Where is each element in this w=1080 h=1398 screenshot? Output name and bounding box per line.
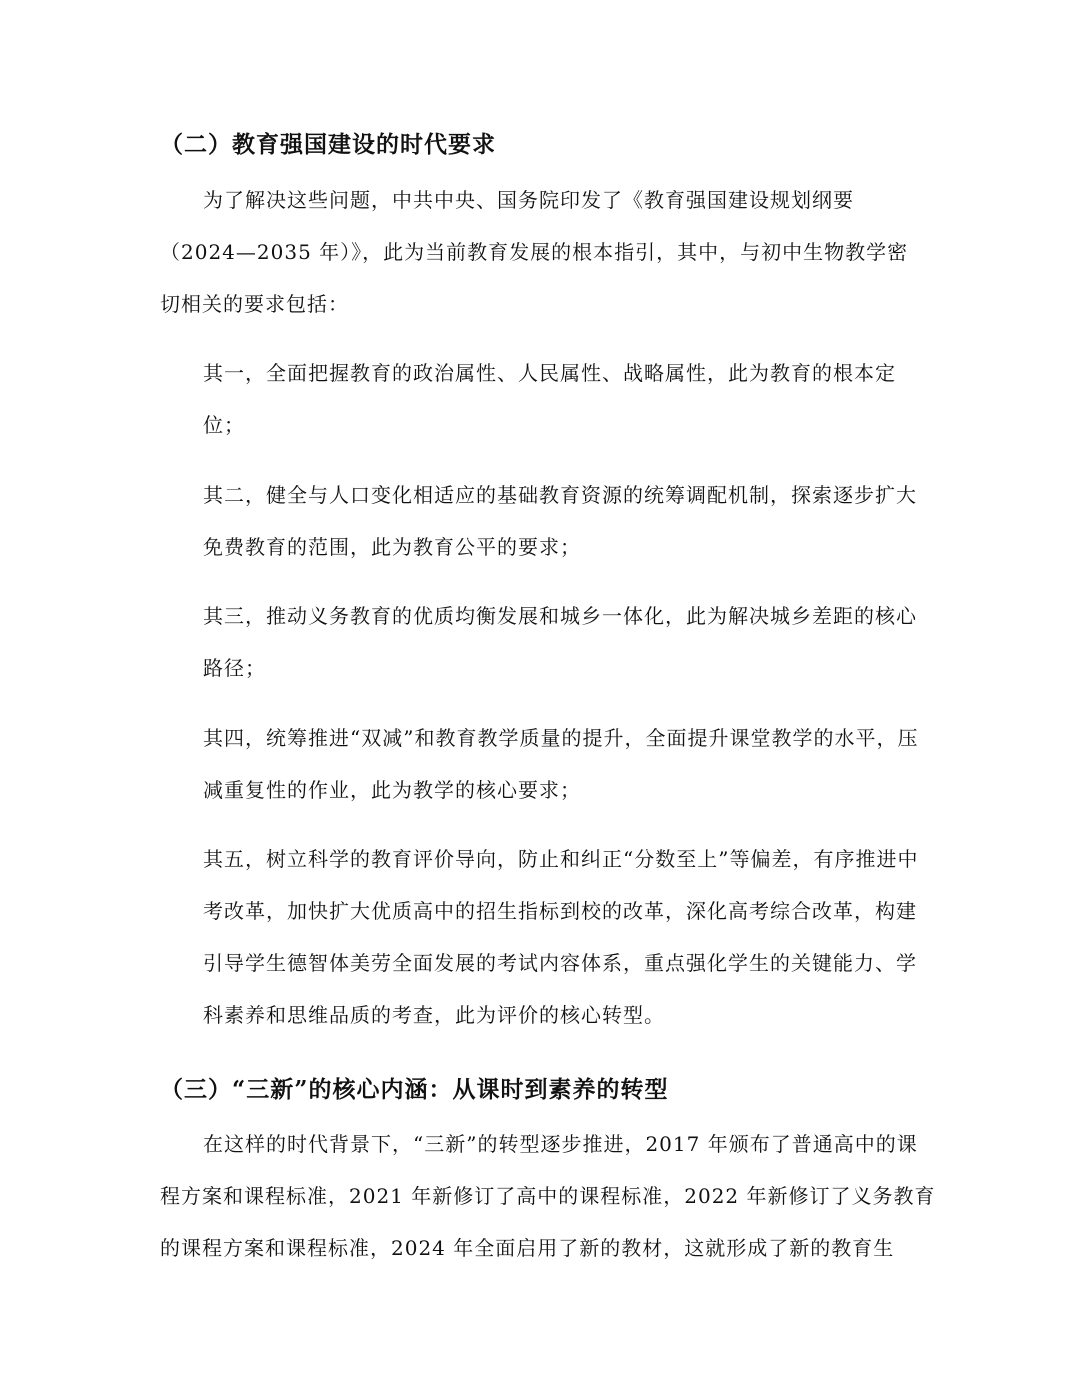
list-item: 科素养和思维品质的考查，此为评价的核心转型。 bbox=[203, 1003, 665, 1027]
list-item: 免费教育的范围，此为教育公平的要求； bbox=[203, 535, 581, 559]
paragraph-line: 切相关的要求包括： bbox=[160, 292, 349, 316]
section-heading-3: （三）“三新”的核心内涵：从课时到素养的转型 bbox=[160, 1076, 669, 1103]
list-item: 减重复性的作业，此为教学的核心要求； bbox=[203, 778, 581, 802]
paragraph-line: 的课程方案和课程标准，2024 年全面启用了新的教材，这就形成了新的教育生 bbox=[160, 1236, 895, 1260]
list-item: 其二，健全与人口变化相适应的基础教育资源的统筹调配机制，探索逐步扩大 bbox=[203, 483, 917, 507]
paragraph-line: 在这样的时代背景下，“三新”的转型逐步推进，2017 年颁布了普通高中的课 bbox=[203, 1132, 918, 1156]
list-item: 其五，树立科学的教育评价导向，防止和纠正“分数至上”等偏差，有序推进中 bbox=[203, 847, 919, 871]
section-heading-2: （二）教育强国建设的时代要求 bbox=[160, 131, 496, 158]
paragraph-line: （2024—2035 年）》，此为当前教育发展的根本指引，其中，与初中生物教学密 bbox=[160, 240, 909, 264]
list-item: 位； bbox=[203, 413, 245, 437]
paragraph-line: 程方案和课程标准，2021 年新修订了高中的课程标准，2022 年新修订了义务教育 bbox=[160, 1184, 936, 1208]
paragraph-line: 为了解决这些问题，中共中央、国务院印发了《教育强国建设规划纲要 bbox=[203, 188, 854, 212]
list-item: 其三，推动义务教育的优质均衡发展和城乡一体化，此为解决城乡差距的核心 bbox=[203, 604, 917, 628]
list-item: 其一，全面把握教育的政治属性、人民属性、战略属性，此为教育的根本定 bbox=[203, 361, 896, 385]
list-item: 其四，统筹推进“双减”和教育教学质量的提升，全面提升课堂教学的水平，压 bbox=[203, 726, 919, 750]
list-item: 考改革，加快扩大优质高中的招生指标到校的改革，深化高考综合改革，构建 bbox=[203, 899, 917, 923]
list-item: 引导学生德智体美劳全面发展的考试内容体系，重点强化学生的关键能力、学 bbox=[203, 951, 917, 975]
list-item: 路径； bbox=[203, 656, 266, 680]
